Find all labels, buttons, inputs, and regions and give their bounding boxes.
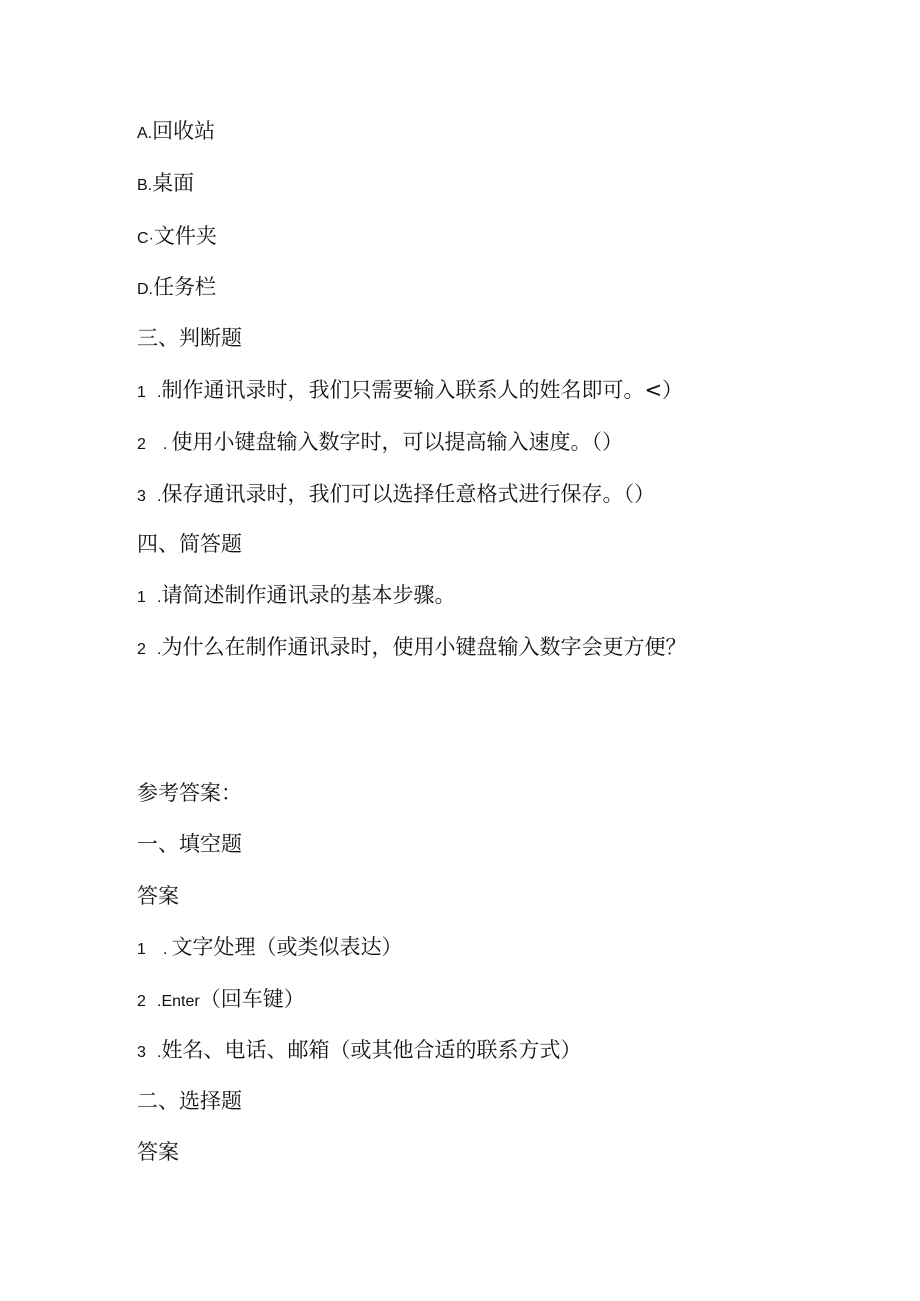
- item-text: 使用小键盘输入数字时，可以提高输入速度。（）: [171, 430, 623, 454]
- answers-part1-heading: 一、填空题: [137, 832, 242, 856]
- option-letter: B.: [137, 177, 153, 194]
- item-text: 为什么在制作通讯录时，使用小键盘输入数字会更方便？: [161, 635, 687, 659]
- item-text: 姓名、电话、邮箱（或其他合适的联系方式）: [161, 1038, 582, 1062]
- judgement-item-2: [137, 427, 623, 457]
- option-text: 桌面: [152, 171, 195, 195]
- item-number: 3: [137, 488, 146, 505]
- item-number: 2: [137, 993, 146, 1010]
- section-heading-short-answer: 四、简答题: [137, 532, 242, 556]
- option-b: [137, 168, 194, 198]
- option-text: 文件夹: [153, 224, 217, 248]
- answers-title: 参考答案：: [137, 781, 242, 805]
- item-dot: .: [157, 589, 162, 606]
- item-text: 制作通讯录时，我们只需要输入联系人的姓名即可。<）: [161, 378, 684, 402]
- answer-item-2: [137, 984, 305, 1014]
- item-number: 2: [137, 641, 146, 658]
- item-number: 1: [137, 589, 146, 606]
- section-heading-judgement: 三、判断题: [137, 326, 242, 350]
- item-number: 3: [137, 1044, 146, 1061]
- item-number: 1: [137, 941, 146, 958]
- short-answer-item-2: [137, 632, 686, 662]
- option-text: 任务栏: [153, 275, 216, 299]
- answer-item-1: [137, 932, 402, 962]
- judgement-item-3: [137, 479, 655, 509]
- answers-part2-label: 答案: [137, 1140, 179, 1164]
- item-dot: .: [157, 488, 162, 505]
- answers-part1-label: 答案: [137, 884, 179, 908]
- option-d: [137, 272, 216, 302]
- option-text: 回收站: [152, 119, 216, 143]
- item-text: 文字处理（或类似表达）: [171, 935, 403, 959]
- item-text: （回车键）: [199, 987, 305, 1011]
- option-letter: D.: [137, 281, 153, 298]
- option-c: [137, 221, 217, 251]
- answer-item-3: [137, 1035, 581, 1065]
- item-english-text: Enter: [161, 993, 200, 1010]
- item-dot: .: [157, 993, 162, 1010]
- item-number: 2: [137, 436, 146, 453]
- item-number: 1: [137, 384, 146, 401]
- item-text: 请简述制作通讯录的基本步骤。: [161, 583, 456, 607]
- option-letter: A.: [137, 125, 153, 142]
- item-dot: .: [163, 941, 168, 958]
- option-letter: C·: [137, 230, 154, 247]
- item-dot: .: [163, 436, 168, 453]
- item-text: 保存通讯录时，我们可以选择任意格式进行保存。（）: [161, 482, 655, 506]
- judgement-item-1: [137, 375, 683, 405]
- item-dot: .: [157, 384, 162, 401]
- answers-part2-heading: 二、选择题: [137, 1089, 242, 1113]
- item-dot: .: [157, 1044, 162, 1061]
- option-a: [137, 116, 215, 146]
- short-answer-item-1: [137, 580, 455, 610]
- item-dot: .: [157, 641, 162, 658]
